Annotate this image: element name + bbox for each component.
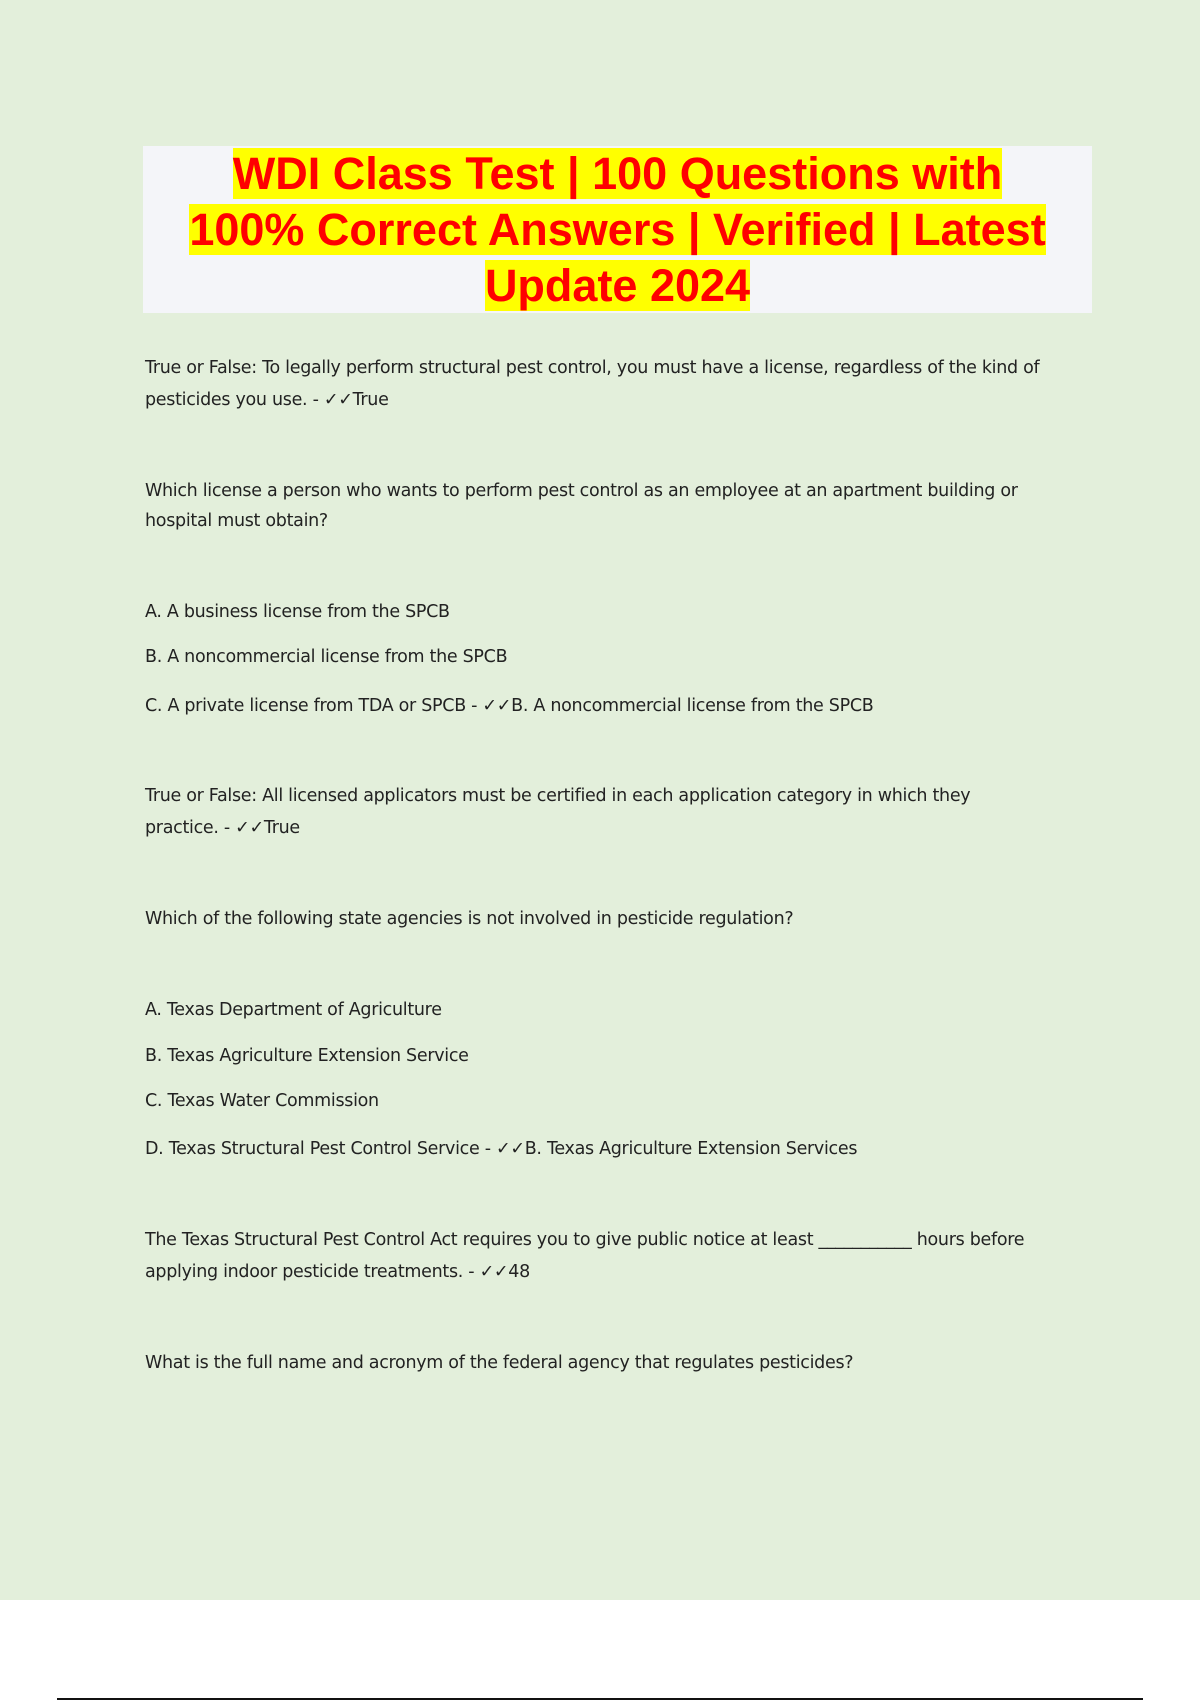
question-2-line-2: hospital must obtain?	[145, 511, 328, 531]
question-4-option-d: D. Texas Structural Pest Control Service - ✓✓B. Texas Agriculture Extension Services	[145, 1139, 858, 1159]
title-line-1: WDI Class Test | 100 Questions with	[232, 148, 1003, 199]
question-2-option-c: C. A private license from TDA or SPCB - ✓✓B. A noncommercial license from the SPCB	[145, 696, 874, 716]
question-5-line-1: The Texas Structural Pest Control Act requires you to give public notice at least ___________ hours before	[145, 1230, 1025, 1250]
question-1-line-1: True or False: To legally perform structural pest control, you must have a license, regardless of the kind of	[145, 358, 1040, 378]
question-3-line-2: practice. - ✓✓True	[145, 818, 300, 838]
question-5-line-2: applying indoor pesticide treatments. - ✓✓48	[145, 1262, 530, 1282]
question-3-line-1: True or False: All licensed applicators must be certified in each application category in which they	[145, 786, 971, 806]
title-box	[143, 146, 1092, 313]
question-2-line-1: Which license a person who wants to perform pest control as an employee at an apartment building or	[145, 481, 1018, 501]
question-4-option-a: A. Texas Department of Agriculture	[145, 1000, 442, 1020]
question-4-option-b: B. Texas Agriculture Extension Service	[145, 1046, 469, 1066]
question-4-option-c: C. Texas Water Commission	[145, 1091, 379, 1111]
question-2-option-a: A. A business license from the SPCB	[145, 602, 450, 622]
question-1-line-2: pesticides you use. - ✓✓True	[145, 390, 389, 410]
title-line-2: 100% Correct Answers | Verified | Latest	[189, 204, 1046, 255]
question-6-line-1: What is the full name and acronym of the federal agency that regulates pesticides?	[145, 1353, 854, 1373]
title-line-3: Update 2024	[484, 260, 751, 311]
document-title	[143, 146, 1092, 314]
question-2-option-b: B. A noncommercial license from the SPCB	[145, 647, 508, 667]
question-4-line-1: Which of the following state agencies is not involved in pesticide regulation?	[145, 909, 794, 929]
